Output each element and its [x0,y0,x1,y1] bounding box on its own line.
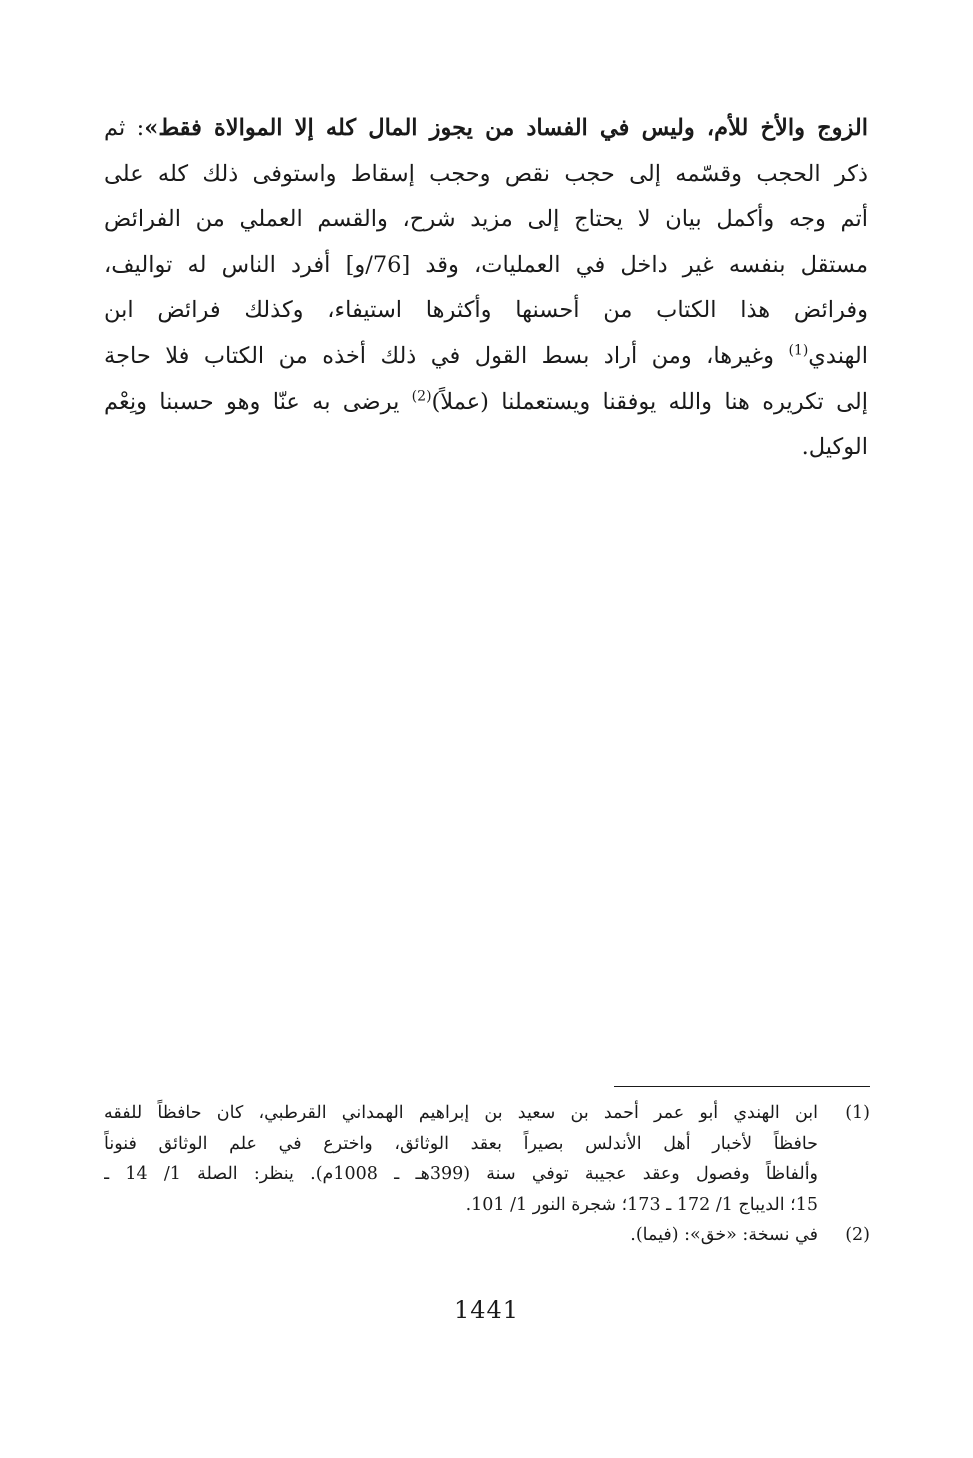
footnote-reference: (2) [411,388,432,405]
text-fragment: إلى تكريره هنا والله يوفقنا ويستعملنا (عملاً) [431,388,868,415]
quoted-text: الزوج والأخ للأم، وليس في الفساد من يجوز المال كله إلا الموالاة فقط» [144,115,868,141]
footnote-reference: (1) [788,342,809,359]
text-line: وفرائض هذا الكتاب من أحسنها وأكثرها استيفاء، وكذلك فرائض ابن [104,297,868,324]
text-line: مستقل بنفسه غير داخل في العمليات، وقد [76/و] أفرد الناس له تواليف، [104,251,868,278]
footnote-line: حافظاً لأخبار أهل الأندلس بصيراً بعقد الوثائق، واخترع في علم الوثائق فنوناً [104,1133,818,1154]
footnote-divider [614,1086,870,1087]
text-line: الوكيل. [801,434,868,461]
text-fragment: : ثم [104,115,145,141]
text-line: أتم وجه وأكمل بيان لا يحتاج إلى مزيد شرح، والقسم العملي من الفرائض [104,206,868,233]
footnote-1 [104,1098,870,1220]
footnote-number: (2) [845,1225,870,1245]
text-fragment: يرضى به عنّا وهو حسبنا ونِعْم [104,388,412,415]
footnote-number: (1) [845,1103,870,1123]
text-line [104,334,868,380]
text-fragment: وغيرها، ومن أراد بسط القول في ذلك أخذه من الكتاب فلا حاجة [104,342,789,369]
page-number: 1441 [453,1296,520,1324]
footnote-line: 15؛ الديباج 1/ 172 ـ 173؛ شجرة النور 1/ 101. [465,1194,818,1215]
footnote-line: في نسخة: «خق»: (فيما). [630,1225,818,1245]
text-fragment: الهندي [808,342,868,369]
footnotes-section [104,1098,870,1251]
text-line: ذكر الحجب وقسّمه إلى حجب نقص وحجب إسقاط واستوفى ذلك كله على [104,160,868,187]
main-text-block [104,106,868,471]
text-line [104,106,868,152]
footnote-line: ابن الهندي أبو عمر أحمد بن سعيد بن إبراهيم الهمداني القرطبي، كان حافظاً للفقه [104,1103,818,1123]
footnote-line: وألفاظاً وفصول وعقد عجيبة توفي سنة (399هـ ـ 1008م). ينظر: الصلة 1/ 14 ـ [104,1164,818,1184]
footnote-2 [104,1220,870,1251]
text-line [104,380,868,426]
